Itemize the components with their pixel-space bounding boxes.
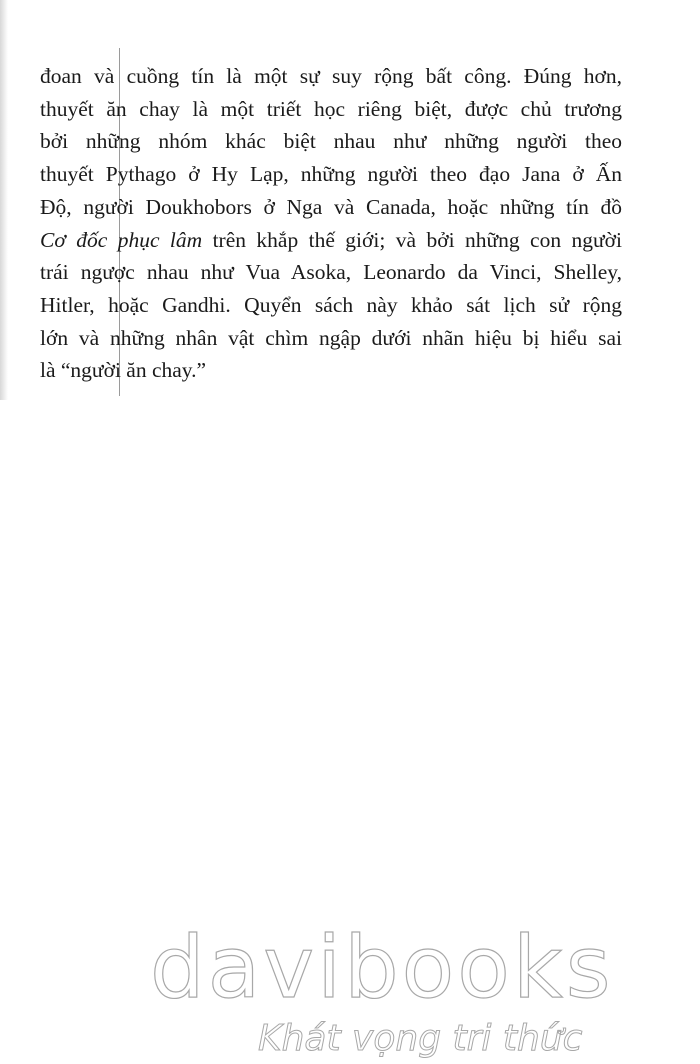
body-paragraph xyxy=(40,60,622,387)
text-line: thuyết Pythago ở Hy Lạp, những người theo đạo Jana ở Ấn xyxy=(40,162,622,187)
text-line: Độ, người Doukhobors ở Nga và Canada, hoặc những tín đồ xyxy=(40,194,622,219)
text-line-with-italic xyxy=(40,224,622,257)
text-line: Hitler, hoặc Gandhi. Quyển sách này khảo sát lịch sử rộng xyxy=(40,292,622,317)
text-line-last: là “người ăn chay.” xyxy=(40,358,207,383)
text-line: bởi những nhóm khác biệt nhau như những người theo xyxy=(40,129,622,154)
watermark-brand: davibooks xyxy=(150,918,614,1018)
publisher-watermark xyxy=(150,918,614,1059)
text-line-rest: trên khắp thế giới; và bởi những con người xyxy=(212,227,623,252)
watermark-tagline: Khát vọng tri thức xyxy=(258,1018,583,1059)
text-line: thuyết ăn chay là một triết học riêng biệt, được chủ trương xyxy=(40,96,622,121)
text-line: đoan và cuồng tín là một sự suy rộng bất công. Đúng hơn, xyxy=(40,64,622,88)
italic-phrase: Cơ đốc phục lâm xyxy=(40,227,203,252)
text-line: trái ngược nhau như Vua Asoka, Leonardo da Vinci, Shelley, xyxy=(40,260,622,285)
page-edge-shadow xyxy=(0,0,8,400)
text-line: lớn và những nhân vật chìm ngập dưới nhãn hiệu bị hiểu sai xyxy=(40,325,622,350)
